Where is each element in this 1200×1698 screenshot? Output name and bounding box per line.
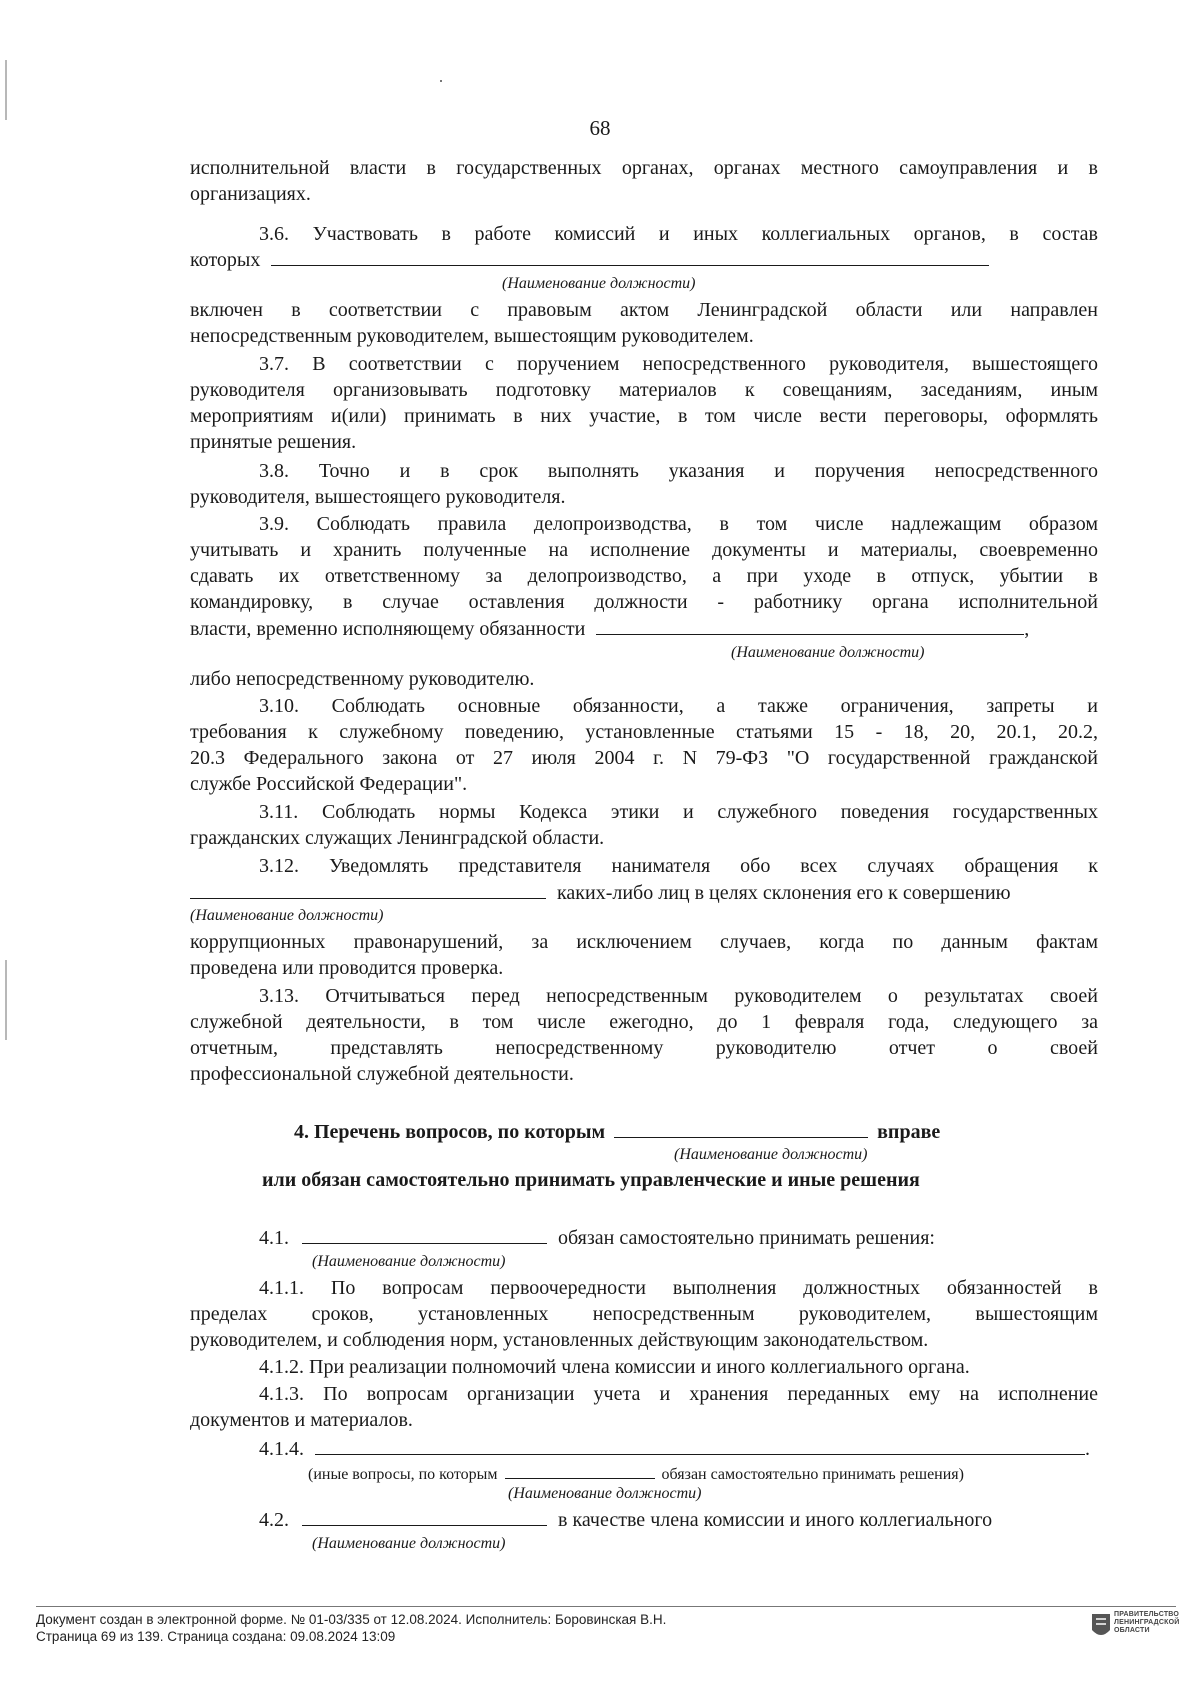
note-fragment: обязан самостоятельно принимать решения) [661, 1466, 964, 1483]
paragraph-4-1-1: 4.1.1. По вопросам первоочередности выполнения должностных обязанностей в [259, 1277, 1098, 1299]
text-fragment: каких-либо лиц в целях склонения его к совершению [557, 882, 1011, 904]
heading-fragment: вправе [877, 1121, 941, 1143]
paragraph-3-8: 3.8. Точно и в срок выполнять указания и поручения непосредственного [259, 460, 1098, 482]
government-logo-text [1114, 1611, 1179, 1635]
note-line [308, 1463, 964, 1485]
text-line: учитывать и хранить полученные на исполнение документы и материалы, своевременно [190, 539, 1098, 561]
position-blank [302, 1224, 547, 1244]
text-line: руководителя, вышестоящего руководителя. [190, 486, 566, 508]
position-blank [505, 1463, 655, 1479]
text-line: руководителя организовывать подготовку материалов к совещаниям, заседаниям, иным [190, 379, 1098, 401]
text-line: исполнительной власти в государственных органах, органах местного самоуправления и в [190, 157, 1098, 179]
section-heading-line-2: или обязан самостоятельно принимать управленческие и иные решения [262, 1169, 920, 1191]
text-line: либо непосредственному руководителю. [190, 668, 535, 690]
text-fragment: в качестве члена комиссии и иного коллегиального [558, 1509, 993, 1531]
text-line: командировку, в случае оставления должности - работнику органа исполнительной [190, 591, 1098, 613]
text-line [190, 246, 1098, 273]
position-blank [614, 1118, 868, 1138]
section-heading [294, 1118, 1054, 1145]
position-caption: (Наименование должности) [502, 275, 696, 292]
paragraph-3-9: 3.9. Соблюдать правила делопроизводства, в том числе надлежащим образом [259, 513, 1098, 535]
footer-line-2: Страница 69 из 139. Страница создана: 09.08.2024 13:09 [36, 1629, 396, 1644]
text-line: проведена или проводится проверка. [190, 957, 504, 979]
paragraph-3-10: 3.10. Соблюдать основные обязанности, а также ограничения, запреты и [259, 695, 1098, 717]
text-line: мероприятиям и(или) принимать в них участие, в том числе вести переговоры, оформлять [190, 405, 1098, 427]
text-line: гражданских служащих Ленинградской области. [190, 827, 605, 849]
text-line [190, 879, 1098, 906]
position-blank [596, 615, 1024, 635]
logo-line-1: ПРАВИТЕЛЬСТВО [1114, 1611, 1180, 1618]
text-fragment: , [1024, 618, 1030, 640]
text-line: принятые решения. [190, 431, 357, 453]
note-fragment: (иные вопросы, по которым [308, 1466, 498, 1483]
paragraph-3-11: 3.11. Соблюдать нормы Кодекса этики и служебного поведения государственных [259, 801, 1098, 823]
footer-text [36, 1611, 666, 1645]
paragraph-4-1-3: 4.1.3. По вопросам организации учета и хранения переданных ему на исполнение [259, 1383, 1098, 1405]
text-line: 20.3 Федерального закона от 27 июля 2004 г. N 79-ФЗ "О государственной гражданской [190, 747, 1098, 769]
paragraph-3-12: 3.12. Уведомлять представителя нанимателя обо всех случаях обращения к [259, 855, 1098, 877]
text-fragment: которых [190, 249, 261, 271]
page-number: 68 [589, 116, 611, 140]
paragraph-3-6: 3.6. Участвовать в работе комиссий и иных коллегиальных органов, в состав [259, 223, 1098, 245]
text-line [190, 615, 1098, 642]
text-fragment: . [1085, 1438, 1090, 1460]
position-blank [271, 246, 989, 266]
footer-line-1: Документ создан в электронной форме. № 01-03/335 от 12.08.2024. Исполнитель: Боровинская В.Н. [36, 1612, 667, 1627]
text-line: включен в соответствии с правовым актом Ленинградской области или направлен [190, 299, 1098, 321]
position-blank [302, 1506, 547, 1526]
paragraph-4-1-2: 4.1.2. При реализации полномочий члена комиссии и иного коллегиального органа. [259, 1356, 970, 1378]
text-fragment: обязан самостоятельно принимать решения: [558, 1227, 935, 1249]
position-caption: (Наименование должности) [508, 1485, 702, 1502]
text-line: руководителем, и соблюдения норм, установленных действующим законодательством. [190, 1329, 929, 1351]
heading-fragment: 4. Перечень вопросов, по которым [294, 1121, 606, 1143]
text-line: сдавать их ответственному за делопроизводство, а при уходе в отпуск, убытии в [190, 565, 1098, 587]
document-footer [36, 1606, 1180, 1644]
logo-line-3: ОБЛАСТИ [1114, 1627, 1150, 1634]
item-number: 4.1.4. [259, 1438, 304, 1460]
position-caption: (Наименование должности) [731, 644, 925, 661]
scan-edge-mark [5, 60, 7, 120]
position-caption: (Наименование должности) [312, 1253, 506, 1270]
item-number: 4.1. [259, 1227, 289, 1249]
text-line [190, 1506, 1098, 1533]
text-line: службе Российской Федерации". [190, 773, 468, 795]
scan-speck [440, 80, 442, 82]
position-blank [190, 879, 546, 899]
text-line: коррупционных правонарушений, за исключением случаев, когда по данным фактам [190, 931, 1098, 953]
text-line: профессиональной служебной деятельности. [190, 1063, 574, 1085]
text-line [190, 1224, 1098, 1251]
logo-line-2: ЛЕНИНГРАДСКОЙ [1114, 1619, 1180, 1626]
position-blank [315, 1435, 1085, 1455]
text-line: пределах сроков, установленных непосредственным руководителем, вышестоящим [190, 1303, 1098, 1325]
paragraph-3-13: 3.13. Отчитываться перед непосредственным руководителем о результатах своей [259, 985, 1098, 1007]
text-line: организациях. [190, 183, 311, 205]
text-line: требования к служебному поведению, установленные статьями 15 - 18, 20, 20.1, 20.2, [190, 721, 1098, 743]
text-line: документов и материалов. [190, 1409, 413, 1431]
position-caption: (Наименование должности) [674, 1146, 868, 1163]
text-fragment: власти, временно исполняющему обязанности [190, 618, 586, 640]
text-line: отчетным, представлять непосредственному руководителю отчет о своей [190, 1037, 1098, 1059]
text-line [190, 1435, 1098, 1462]
position-caption: (Наименование должности) [312, 1535, 506, 1552]
text-line: служебной деятельности, в том числе ежегодно, до 1 февраля года, следующего за [190, 1011, 1098, 1033]
scan-edge-mark [5, 960, 7, 1040]
item-number: 4.2. [259, 1509, 289, 1531]
paragraph-3-7: 3.7. В соответствии с поручением непосредственного руководителя, вышестоящего [259, 353, 1098, 375]
position-caption: (Наименование должности) [190, 907, 384, 924]
text-line: непосредственным руководителем, вышестоящим руководителем. [190, 325, 754, 347]
